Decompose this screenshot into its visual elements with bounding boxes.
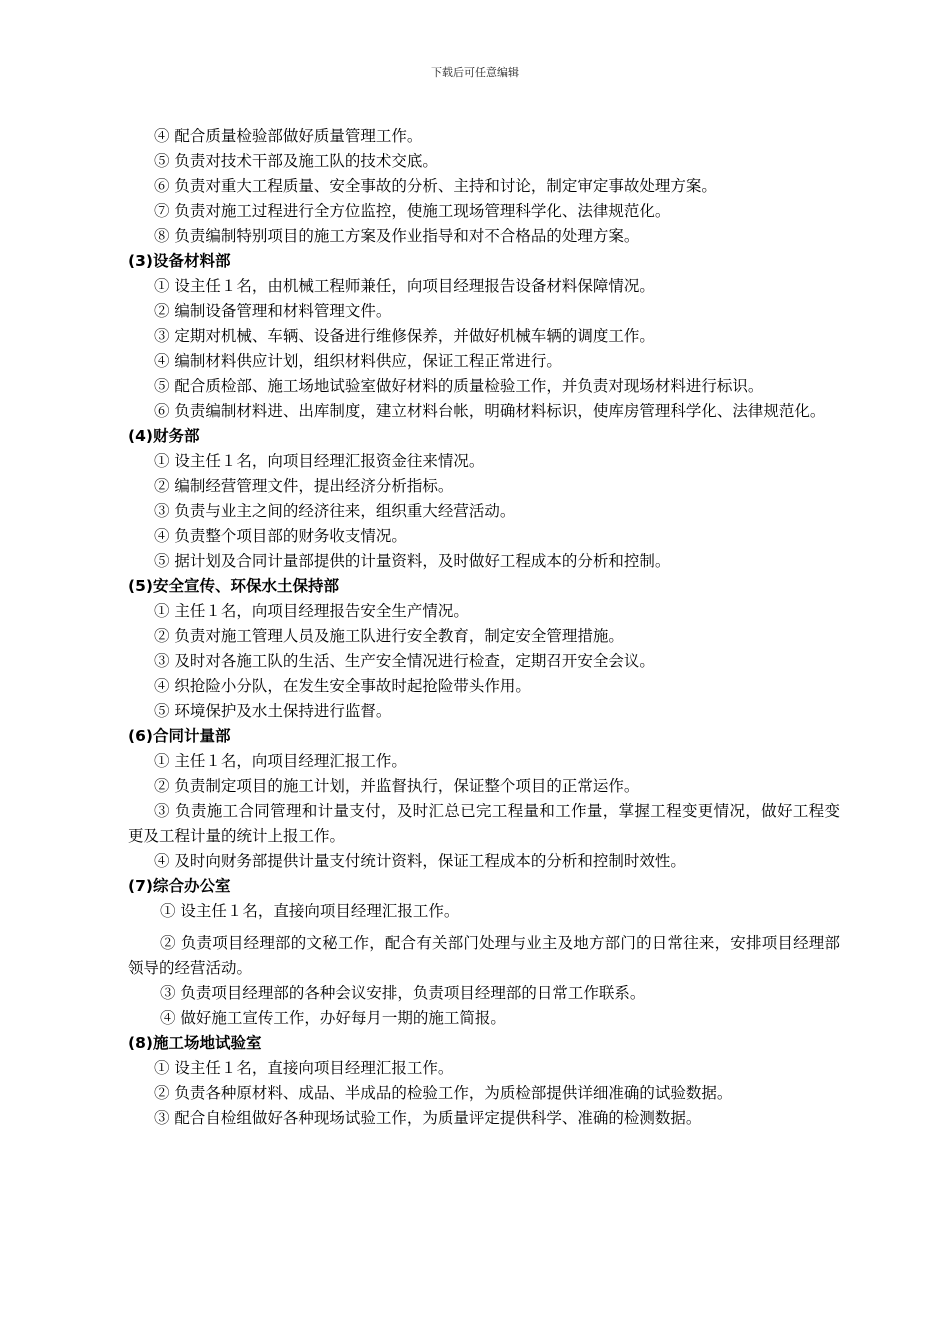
header-note: 下载后可任意编辑 — [431, 66, 519, 79]
list-item: ④ 负责整个项目部的财务收支情况。 — [154, 527, 407, 545]
list-item: ② 负责各种原材料、成品、半成品的检验工作，为质检部提供详细准确的试验数据。 — [154, 1084, 733, 1102]
list-item: ⑥ 负责编制材料进、出库制度，建立材料台帐，明确材料标识，使库房管理科学化、法律规范化。 — [154, 402, 826, 420]
list-item: ④ 编制材料供应计划，组织材料供应，保证工程正常进行。 — [154, 352, 562, 370]
section-heading: (6)合同计量部 — [128, 727, 231, 745]
list-item: ④ 织抢险小分队，在发生安全事故时起抢险带头作用。 — [154, 677, 531, 695]
list-item: ① 设主任１名，直接向项目经理汇报工作。 — [154, 1059, 454, 1077]
list-item: ③ 配合自检组做好各种现场试验工作，为质量评定提供科学、准确的检测数据。 — [154, 1109, 702, 1127]
list-item: ③ 定期对机械、车辆、设备进行维修保养，并做好机械车辆的调度工作。 — [154, 327, 655, 345]
list-item: ③ 负责施工合同管理和计量支付，及时汇总已完工程量和工作量，掌握工程变更情况，做好工程变更及工程计量的统计上报工作。 — [128, 802, 840, 845]
list-item: ⑤ 环境保护及水土保持进行监督。 — [154, 702, 392, 720]
list-item: ⑦ 负责对施工过程进行全方位监控，使施工现场管理科学化、法律规范化。 — [154, 202, 671, 220]
section-equipment-materials — [128, 249, 840, 424]
list-item: ② 负责制定项目的施工计划，并监督执行，保证整个项目的正常运作。 — [154, 777, 640, 795]
list-item: ⑥ 负责对重大工程质量、安全事故的分析、主持和讨论，制定审定事故处理方案。 — [154, 177, 717, 195]
section-heading: (4)财务部 — [128, 427, 200, 445]
section-heading: (5)安全宣传、环保水土保持部 — [128, 577, 339, 595]
list-item: ① 设主任１名，直接向项目经理汇报工作。 — [160, 902, 460, 920]
section-general-office — [128, 874, 840, 1031]
section-heading: (8)施工场地试验室 — [128, 1034, 262, 1052]
section-safety-environment — [128, 574, 840, 724]
list-item: ⑤ 据计划及合同计量部提供的计量资料，及时做好工程成本的分析和控制。 — [154, 552, 671, 570]
list-item: ② 负责项目经理部的文秘工作，配合有关部门处理与业主及地方部门的日常往来，安排项目经理部领导的经营活动。 — [128, 934, 840, 977]
list-item: ① 设主任１名，向项目经理汇报资金往来情况。 — [154, 452, 485, 470]
section-finance — [128, 424, 840, 574]
section-heading: (7)综合办公室 — [128, 877, 231, 895]
list-item: ③ 负责与业主之间的经济往来，组织重大经营活动。 — [154, 502, 516, 520]
list-item: ④ 配合质量检验部做好质量管理工作。 — [154, 127, 423, 145]
list-item: ④ 做好施工宣传工作，办好每月一期的施工简报。 — [160, 1009, 506, 1027]
list-item: ① 设主任１名，由机械工程师兼任，向项目经理报告设备材料保障情况。 — [154, 277, 655, 295]
section-contract-measurement — [128, 724, 840, 874]
document-body — [128, 124, 840, 1131]
list-item: ⑤ 负责对技术干部及施工队的技术交底。 — [154, 152, 438, 170]
list-item: ⑤ 配合质检部、施工场地试验室做好材料的质量检验工作，并负责对现场材料进行标识。 — [154, 377, 764, 395]
list-item: ② 编制经营管理文件，提出经济分析指标。 — [154, 477, 454, 495]
list-item: ③ 负责项目经理部的各种会议安排，负责项目经理部的日常工作联系。 — [160, 984, 646, 1002]
section-site-laboratory — [128, 1031, 840, 1131]
list-item: ② 负责对施工管理人员及施工队进行安全教育，制定安全管理措施。 — [154, 627, 624, 645]
list-item: ① 主任１名，向项目经理汇报工作。 — [154, 752, 407, 770]
list-item: ④ 及时向财务部提供计量支付统计资料，保证工程成本的分析和控制时效性。 — [154, 852, 686, 870]
list-item: ③ 及时对各施工队的生活、生产安全情况进行检查，定期召开安全会议。 — [154, 652, 655, 670]
list-item: ⑧ 负责编制特别项目的施工方案及作业指导和对不合格品的处理方案。 — [154, 227, 640, 245]
intro-section — [128, 124, 840, 249]
list-item: ② 编制设备管理和材料管理文件。 — [154, 302, 392, 320]
list-item: ① 主任１名，向项目经理报告安全生产情况。 — [154, 602, 469, 620]
section-heading: (3)设备材料部 — [128, 252, 231, 270]
